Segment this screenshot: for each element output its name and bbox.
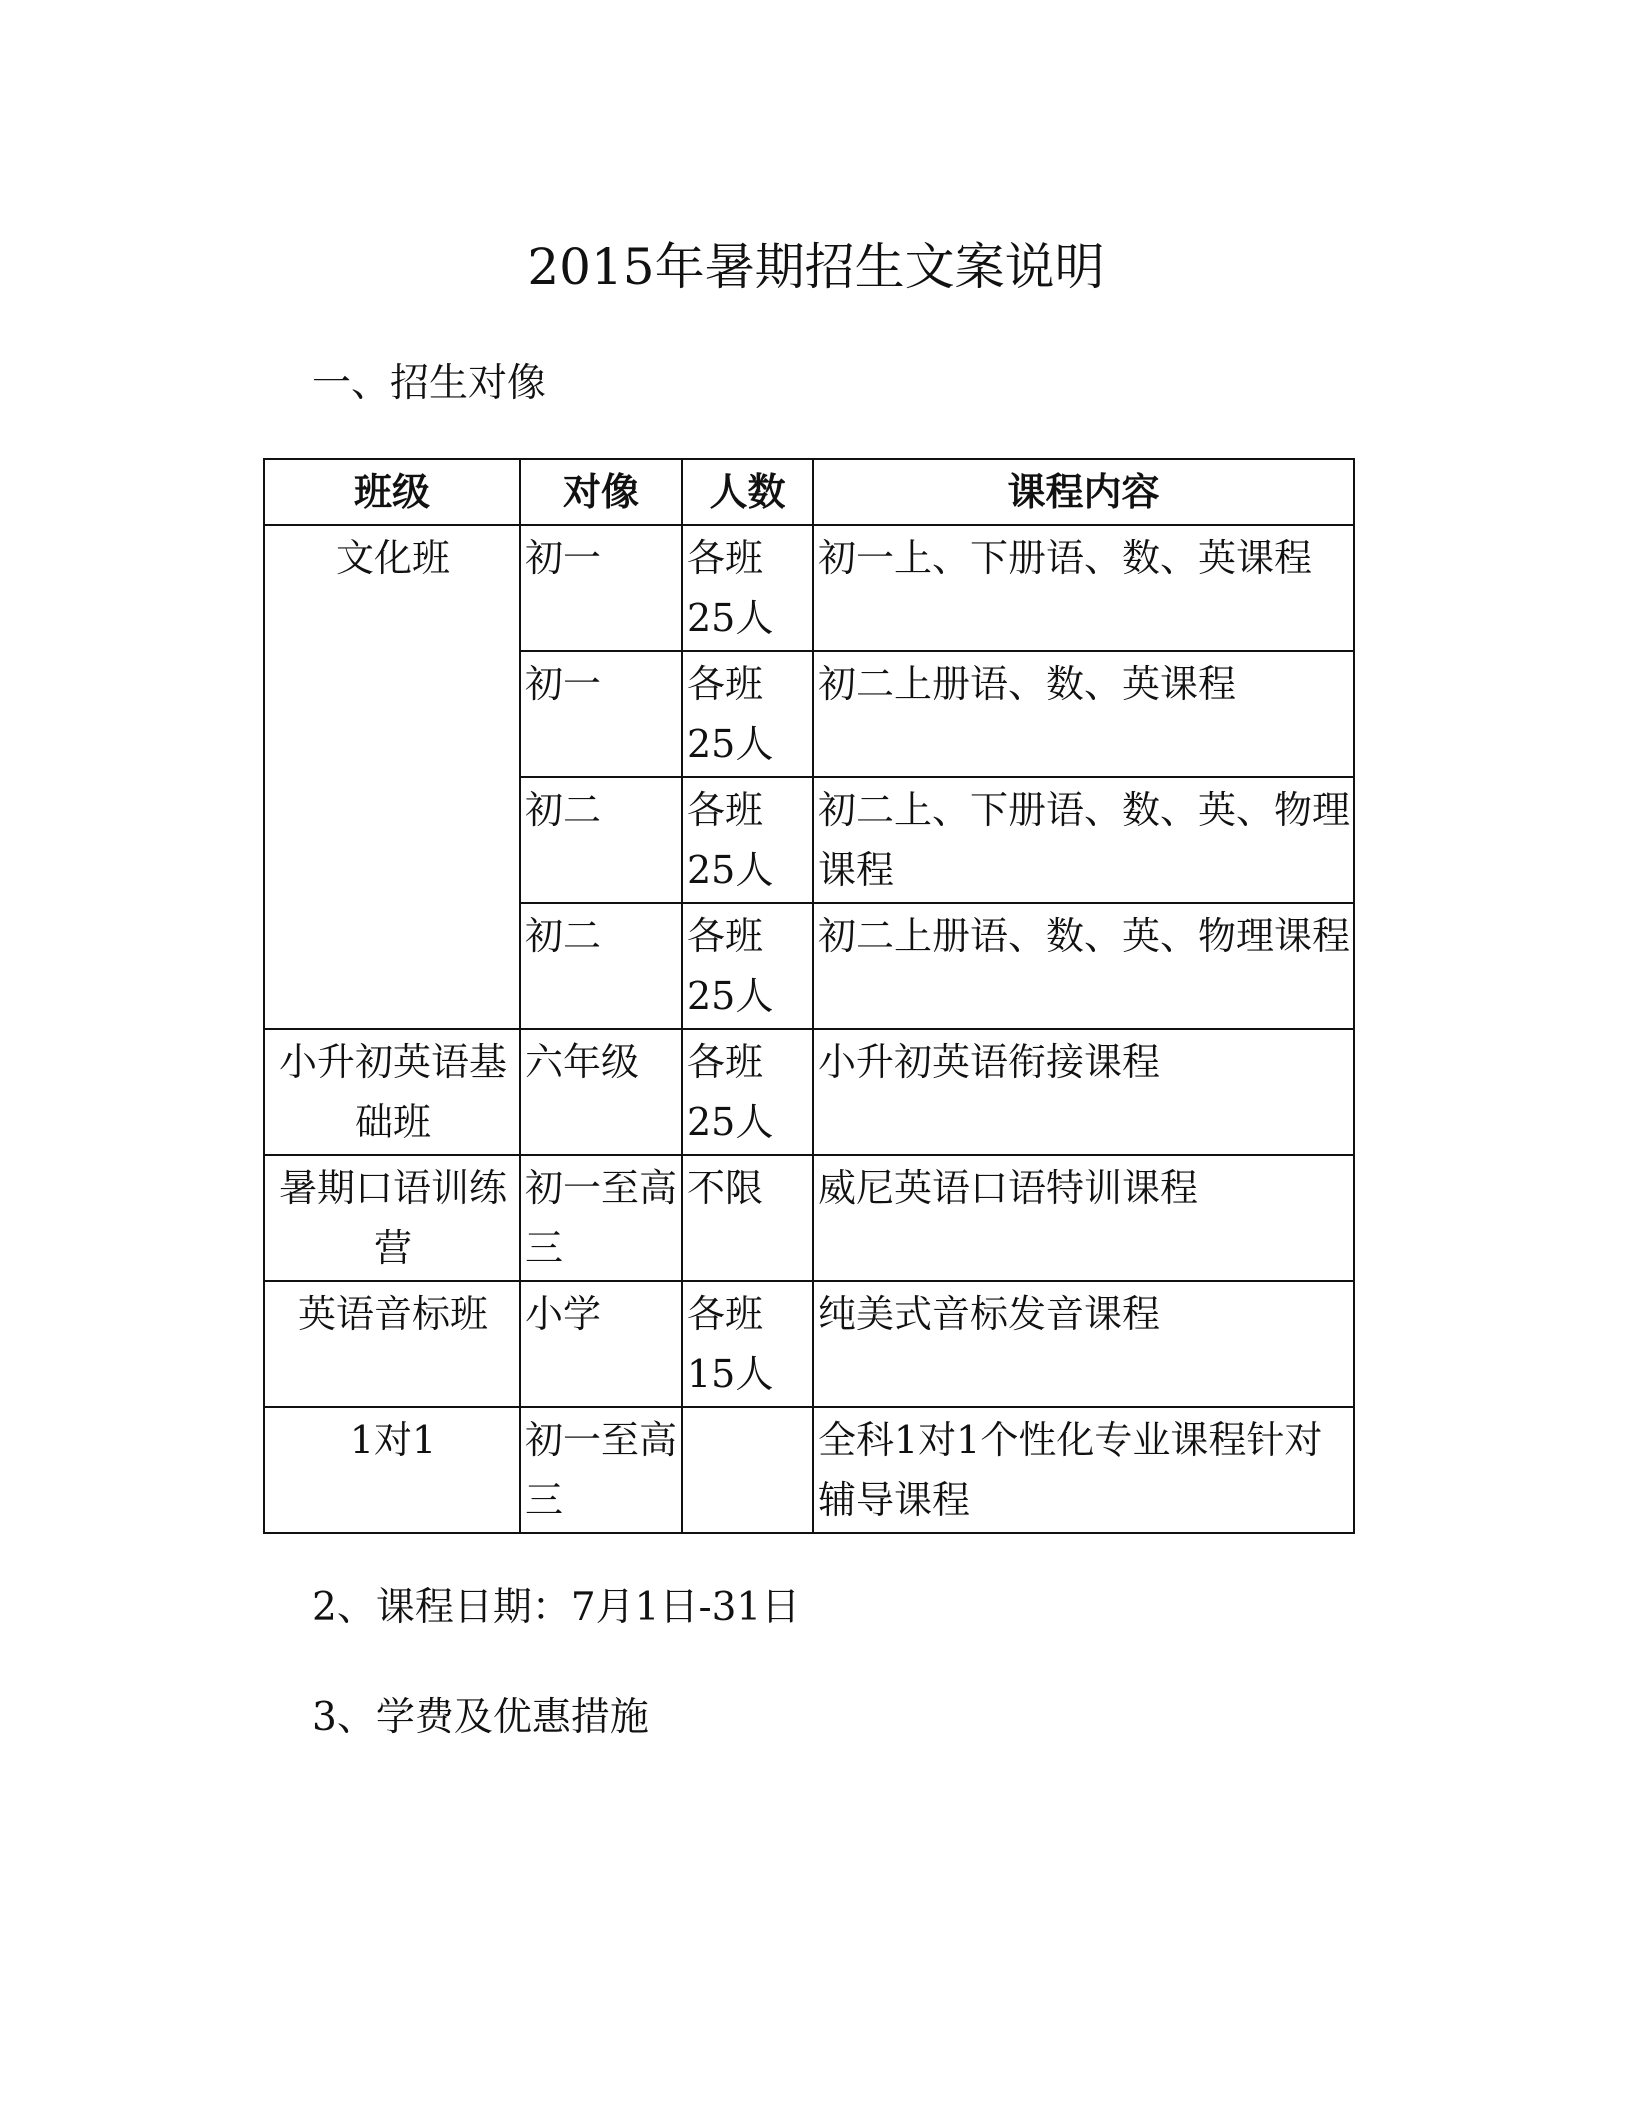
cell-count: [682, 1407, 813, 1533]
table-row: [264, 1407, 1354, 1533]
cell-target: 六年级: [520, 1029, 682, 1155]
cell-class: 文化班: [264, 525, 520, 1029]
cell-count: 各班25人: [682, 651, 813, 777]
table-header-row: [264, 459, 1354, 525]
cell-content: 初二上册语、数、英、物理课程: [813, 903, 1354, 1029]
cell-class: 英语音标班: [264, 1281, 520, 1407]
cell-target: 初一至高三: [520, 1155, 682, 1281]
section-heading-tuition: 3、学费及优惠措施: [312, 1695, 649, 1740]
cell-content: 初二上、下册语、数、英、物理课程: [813, 777, 1354, 903]
cell-target: 初一: [520, 651, 682, 777]
table-row: [264, 1155, 1354, 1281]
cell-content: 威尼英语口语特训课程: [813, 1155, 1354, 1281]
header-target: 对像: [520, 459, 682, 525]
cell-content: 初一上、下册语、数、英课程: [813, 525, 1354, 651]
cell-class: 暑期口语训练营: [264, 1155, 520, 1281]
cell-content: 小升初英语衔接课程: [813, 1029, 1354, 1155]
cell-count: 各班25人: [682, 525, 813, 651]
section-heading-course-dates: 2、课程日期：7月1日-31日: [312, 1585, 801, 1630]
header-count: 人数: [682, 459, 813, 525]
cell-count: 各班25人: [682, 1029, 813, 1155]
cell-target: 初二: [520, 903, 682, 1029]
cell-count: 不限: [682, 1155, 813, 1281]
cell-count: 各班15人: [682, 1281, 813, 1407]
cell-class: 小升初英语基础班: [264, 1029, 520, 1155]
header-content: 课程内容: [813, 459, 1354, 525]
cell-content: 全科1对1个性化专业课程针对辅导课程: [813, 1407, 1354, 1533]
cell-count: 各班25人: [682, 777, 813, 903]
page-title: 2015年暑期招生文案说明: [527, 238, 1105, 296]
table-row: [264, 1281, 1354, 1407]
section-heading-enrollment-targets: 一、招生对像: [312, 361, 547, 406]
cell-count: 各班25人: [682, 903, 813, 1029]
enrollment-table: [263, 458, 1355, 1534]
cell-content: 初二上册语、数、英课程: [813, 651, 1354, 777]
cell-target: 初一: [520, 525, 682, 651]
table-row: [264, 525, 1354, 651]
cell-content: 纯美式音标发音课程: [813, 1281, 1354, 1407]
cell-target: 小学: [520, 1281, 682, 1407]
cell-target: 初二: [520, 777, 682, 903]
cell-class: 1对1: [264, 1407, 520, 1533]
cell-target: 初一至高三: [520, 1407, 682, 1533]
table-row: [264, 1029, 1354, 1155]
header-class: 班级: [264, 459, 520, 525]
